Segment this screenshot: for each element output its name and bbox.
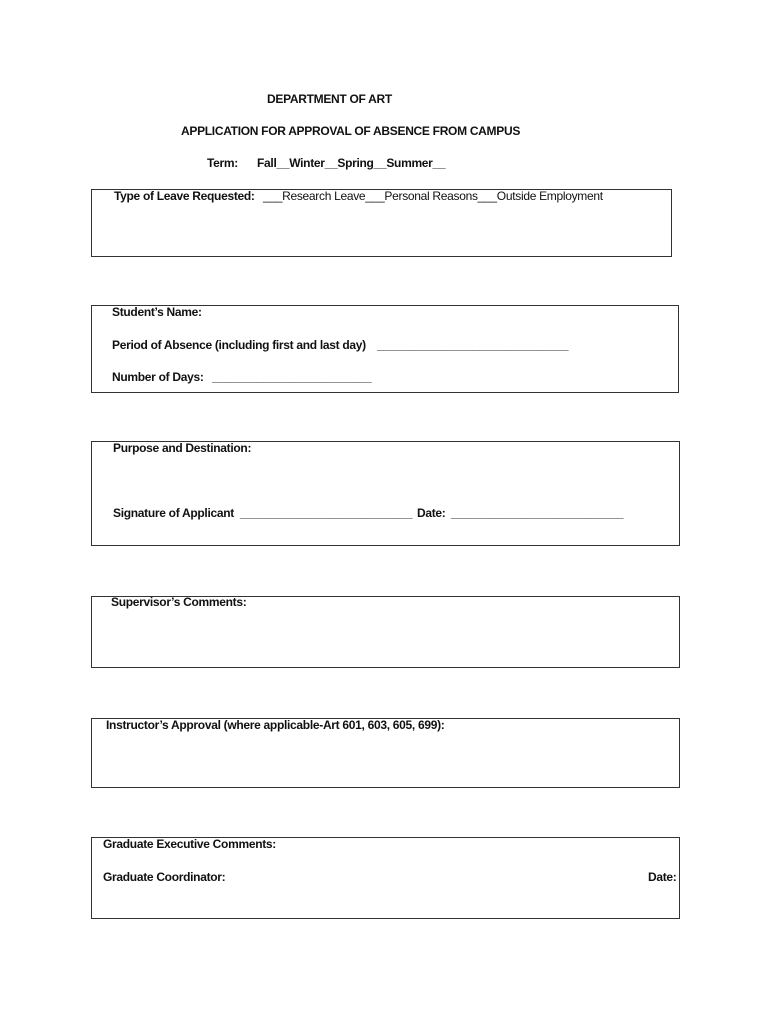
absence-period-line[interactable]: ______________________________ bbox=[377, 338, 569, 352]
signature-line[interactable]: ___________________________ bbox=[240, 506, 413, 520]
term-label: Term: bbox=[207, 156, 238, 170]
purpose-box bbox=[91, 441, 680, 546]
term-options[interactable]: Fall__Winter__Spring__Summer__ bbox=[257, 156, 446, 170]
applicant-date-label: Date: bbox=[417, 506, 446, 520]
student-name-label: Student’s Name: bbox=[112, 305, 202, 319]
graduate-executive-label: Graduate Executive Comments: bbox=[103, 837, 276, 851]
absence-period-label: Period of Absence (including first and last day) bbox=[112, 338, 366, 352]
department-heading: DEPARTMENT OF ART bbox=[267, 92, 392, 106]
purpose-label: Purpose and Destination: bbox=[113, 441, 252, 455]
leave-type-options[interactable]: ___Research Leave___Personal Reasons___Outside Employment bbox=[263, 189, 603, 203]
instructor-approval-label: Instructor’s Approval (where applicable-Art 601, 603, 605, 699): bbox=[106, 718, 445, 732]
leave-type-label: Type of Leave Requested: bbox=[114, 189, 255, 203]
number-of-days-label: Number of Days: bbox=[112, 370, 204, 384]
signature-label: Signature of Applicant bbox=[113, 506, 234, 520]
applicant-date-line[interactable]: ___________________________ bbox=[451, 506, 624, 520]
graduate-date-label: Date: bbox=[648, 870, 677, 884]
graduate-coordinator-label: Graduate Coordinator: bbox=[103, 870, 226, 884]
form-title: APPLICATION FOR APPROVAL OF ABSENCE FROM CAMPUS bbox=[181, 124, 521, 138]
supervisor-comments-label: Supervisor’s Comments: bbox=[111, 595, 247, 609]
number-of-days-line[interactable]: _________________________ bbox=[212, 370, 372, 384]
